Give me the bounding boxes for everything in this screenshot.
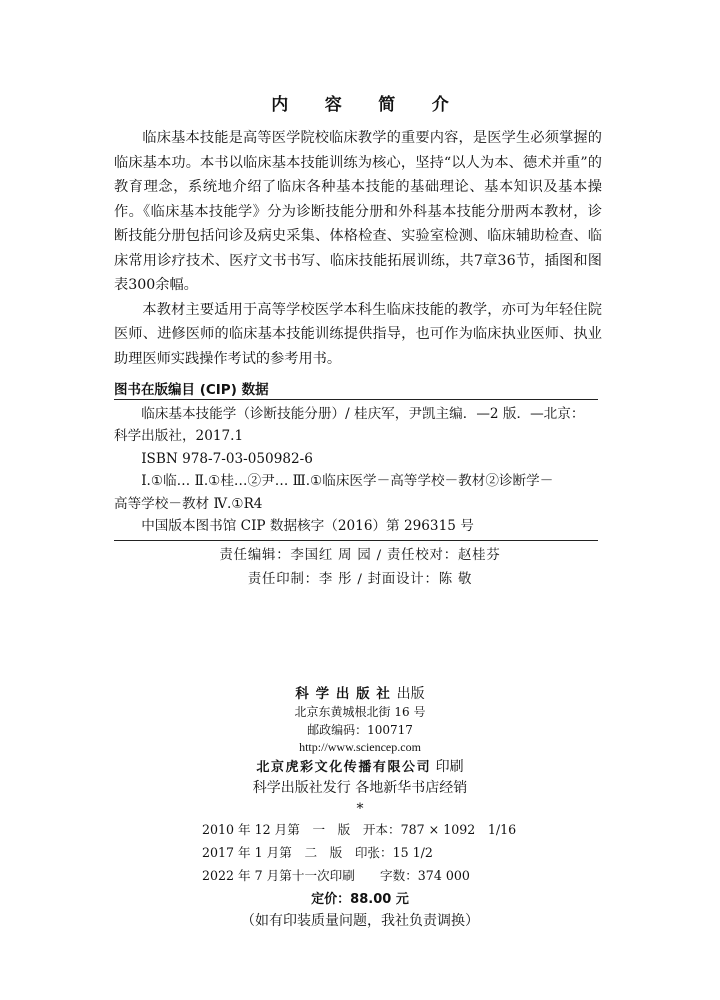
printer-suffix: 印刷 [435, 758, 464, 775]
summary-paragraph-1: 临床基本技能是高等医学院校临床教学的重要内容，是医学生必须掌握的临床基本功。本书以临床基本技能训练为核心，坚持“以人为本、德术并重”的教育理念，系统地介绍了临床各种基本技能的基础理论、基本知识及基本操作。《临床基本技能学》分为诊断技能分册和外科基本技能分册两本教材，诊断技能分册包括问诊及病史采集、体格检查、实验室检测、临床辅助检查、临床常用诊疗技术、医疗文书书写、临床技能拓展训练，共7章36节，插图和图表300余幅。 [114, 130, 602, 293]
printer-name: 北京虎彩文化传播有限公司 [256, 759, 432, 775]
publisher-postcode: 邮政编码：100717 [307, 722, 413, 737]
cip-line-publisher: 科学出版社，2017.1 [114, 428, 244, 445]
editors-line-2: 责任印制：李 彤 / 封面设计：陈 敬 [247, 572, 473, 587]
content-summary [114, 126, 602, 371]
summary-paragraph-2: 本教材主要适用于高等学校医学本科生临床技能的教学，亦可为年轻住院医师、进修医师的临床基本技能训练提供指导，也可作为临床执业医师、执业助理医师实践操作考试的参考用书。 [114, 301, 602, 367]
separator-star: * [356, 800, 364, 817]
edition-row-1: 2010 年 12 月第 一 版 开本：787 × 1092 1/16 [202, 822, 517, 837]
editors-line-1: 责任编辑：李国红 周 园 / 责任校对：赵桂芬 [219, 548, 501, 563]
printer-line [0, 757, 720, 778]
edition-row-2: 2017 年 1 月第 二 版 印张：15 1/2 [202, 845, 433, 860]
publisher-url: http://www.sciencep.com [299, 740, 421, 755]
cip-line-title: 临床基本技能学（诊断技能分册）/ 桂庆军，尹凯主编．—2 版．—北京： [141, 406, 585, 422]
cip-heading: 图书在版编目 (CIP) 数据 [114, 382, 269, 398]
publisher-info [0, 684, 720, 817]
cip-line-classification-cont: 高等学校－教材 Ⅳ.①R4 [114, 495, 263, 512]
cip-bottom-rule [114, 540, 598, 541]
cip-line-isbn: ISBN 978-7-03-050982-6 [141, 450, 313, 467]
distribution: 科学出版社发行 各地新华书店经销 [252, 779, 468, 796]
cip-line-record-number: 中国版本图书馆 CIP 数据核字（2016）第 296315 号 [141, 518, 474, 535]
edition-row-3: 2022 年 7 月第十一次印刷 字数：374 000 [202, 868, 470, 883]
publisher-line [0, 684, 720, 704]
publisher-address: 北京东黄城根北街 16 号 [294, 705, 426, 719]
publisher-name: 科学出版社 [295, 686, 397, 702]
cip-top-rule [114, 399, 598, 400]
page-title: 内 容 简 介 [271, 95, 465, 115]
cip-line-classification: Ⅰ.①临… Ⅱ.①桂…②尹… Ⅲ.①临床医学－高等学校－教材②诊断学－ [141, 473, 554, 490]
cip-data [114, 403, 598, 537]
quality-note: （如有印装质量问题，我社负责调换） [241, 913, 479, 929]
publisher-suffix: 出版 [396, 686, 425, 702]
edition-info [202, 818, 542, 887]
price: 定价：88.00 元 [311, 892, 409, 907]
responsible-staff [0, 544, 720, 592]
